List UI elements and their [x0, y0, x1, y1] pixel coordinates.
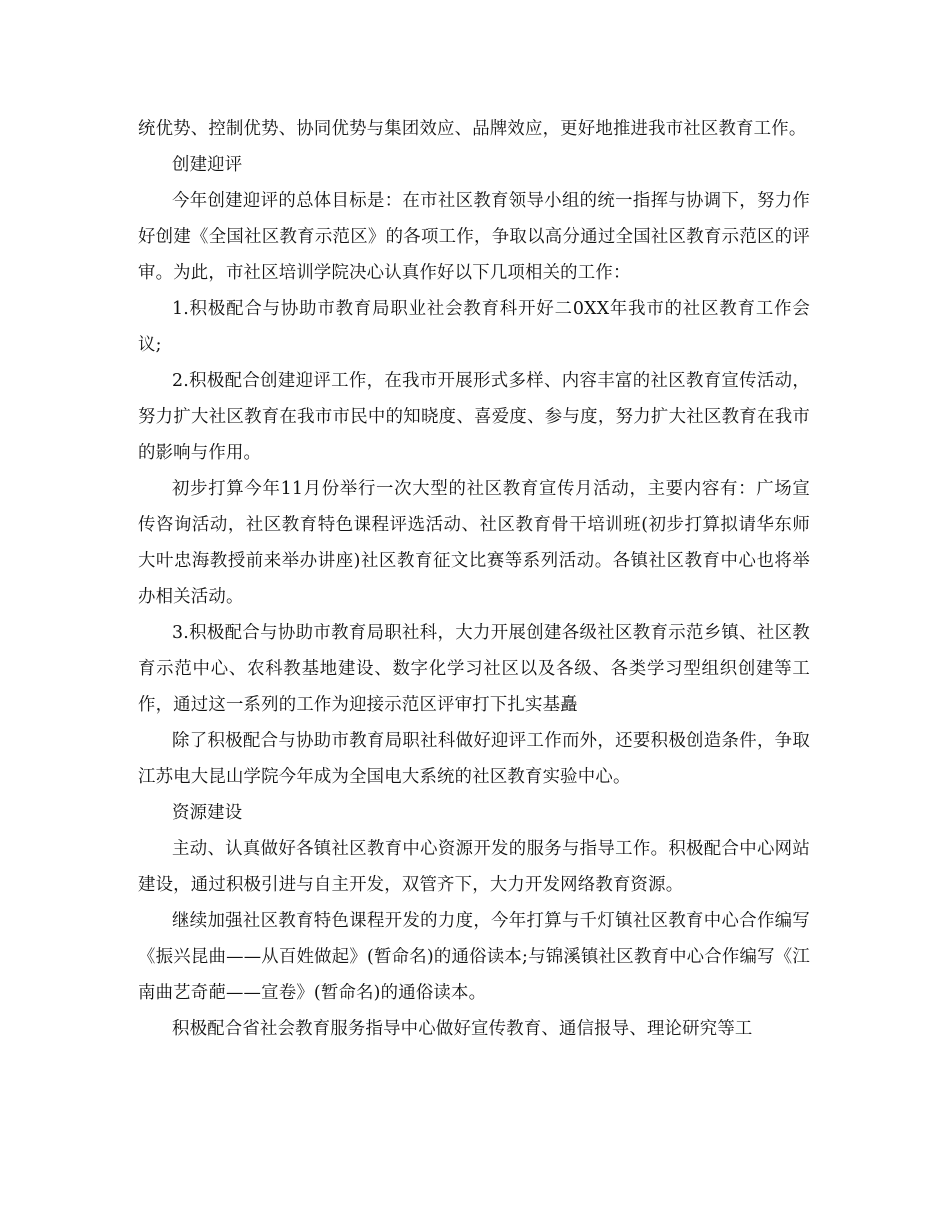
- paragraph-provincial-cooperation: 积极配合省社会教育服务指导中心做好宣传教育、通信报导、理论研究等工: [172, 1019, 753, 1039]
- paragraph-evaluation-goal: 今年创建迎评的总体目标是：在市社区教育领导小组的统一指挥与协调下，努力作好创建《全国社区教育示范区》的各项工作，争取以高分通过全国社区教育示范区的评审。为此，市社区培训学院决心认真作好以下几项相关的工作：: [138, 191, 810, 283]
- paragraph-course-development: 继续加强社区教育特色课程开发的力度，今年打算与千灯镇社区教育中心合作编写《振兴昆曲——从百姓做起》(暂命名)的通俗读本;与锦溪镇社区教育中心合作编写《江南曲艺奇葩——宣卷》(暂命名)的通俗读本。: [138, 911, 810, 1003]
- paragraph-experiment-center: 除了积极配合与协助市教育局职社科做好迎评工作而外，还要积极创造条件，争取江苏电大昆山学院今年成为全国电大系统的社区教育实验中心。: [138, 731, 810, 787]
- paragraph-item-2: 2.积极配合创建迎评工作，在我市开展形式多样、内容丰富的社区教育宣传活动，努力扩大社区教育在我市市民中的知晓度、喜爱度、参与度，努力扩大社区教育在我市的影响与作用。: [138, 371, 810, 463]
- section-heading-evaluation: 创建迎评: [172, 155, 243, 175]
- document-body: [138, 111, 810, 1047]
- section-heading-resources: 资源建设: [172, 803, 243, 823]
- paragraph-continued-intro: 统优势、控制优势、协同优势与集团效应、品牌效应，更好地推进我市社区教育工作。: [138, 119, 807, 139]
- paragraph-item-3: 3.积极配合与协助市教育局职社科，大力开展创建各级社区教育示范乡镇、社区教育示范中心、农科教基地建设、数字化学习社区以及各级、各类学习型组织创建等工作，通过这一系列的工作为迎接示范区评审打下扎实基矗: [138, 623, 810, 715]
- paragraph-publicity-month: 初步打算今年11月份举行一次大型的社区教育宣传月活动，主要内容有：广场宣传咨询活动，社区教育特色课程评选活动、社区教育骨干培训班(初步打算拟请华东师大叶忠海教授前来举办讲座)社区教育征文比赛等系列活动。各镇社区教育中心也将举办相关活动。: [138, 479, 810, 607]
- paragraph-item-1: 1.积极配合与协助市教育局职业社会教育科开好二0XX年我市的社区教育工作会议;: [138, 299, 810, 355]
- paragraph-resource-guidance: 主动、认真做好各镇社区教育中心资源开发的服务与指导工作。积极配合中心网站建设，通过积极引进与自主开发，双管齐下，大力开发网络教育资源。: [138, 839, 810, 895]
